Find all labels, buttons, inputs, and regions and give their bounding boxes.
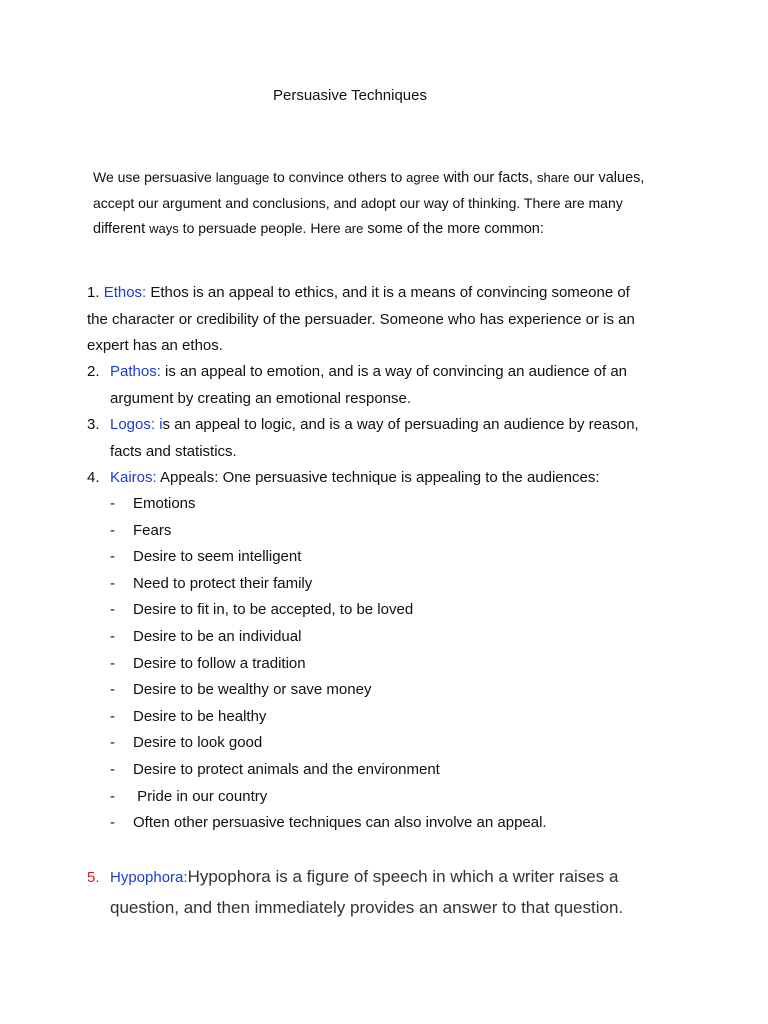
pathos-line-2: argument by creating an emotional response. — [110, 389, 412, 407]
list-item: - Need to protect their family — [110, 574, 313, 592]
intro-line-2: accept our argument and conclusions, and adopt our way of thinking. There are many — [93, 195, 623, 211]
list-item: - Desire to be wealthy or save money — [110, 681, 372, 699]
ethos-line-2: the character or credibility of the persuader. Someone who has experience or is an — [87, 310, 635, 328]
list-item: - Desire to follow a tradition — [110, 654, 306, 672]
kairos-number: 4. — [87, 469, 100, 486]
list-item: - Desire to seem intelligent — [110, 548, 302, 566]
list-item: - Often other persuasive techniques can also involve an appeal. — [110, 814, 547, 832]
ethos-item: 1. Ethos: Ethos is an appeal to ethics, and it is a means of convincing someone of the character or credibility of the persuader. Someone who has experience or is an expert has an ethos. — [87, 280, 687, 360]
list-item: - Desire to look good — [110, 734, 263, 752]
intro-line-3: different ways to persuade people. Here are some of the more common: — [93, 220, 544, 237]
list-item: - Desire to fit in, to be accepted, to be loved — [110, 601, 414, 619]
logos-term: Logos: i — [110, 416, 163, 433]
page-title: Persuasive Techniques — [273, 87, 427, 104]
logos-line-2: facts and statistics. — [110, 442, 237, 460]
hypophora-term: Hypophora: — [110, 869, 188, 886]
list-item: - Desire to be an individual — [110, 627, 302, 645]
intro-line-1: We use persuasive language to convince others to agree with our facts, share our values, — [93, 169, 645, 186]
ethos-term: Ethos: — [103, 284, 147, 301]
ethos-number: 1. — [87, 284, 100, 301]
list-item: - Desire to protect animals and the environment — [110, 760, 440, 778]
pathos-item: 2. Pathos: is an appeal to emotion, and is a way of convincing an audience of an argument by creating an emotional response. — [87, 359, 687, 412]
list-item: - Pride in our country — [110, 787, 268, 805]
hypophora-line-2: question, and then immediately provides an answer to that question. — [110, 898, 624, 917]
kairos-item: 4. Kairos: Appeals: One persuasive technique is appealing to the audiences: — [87, 465, 687, 492]
hypophora-number: 5. — [87, 869, 100, 886]
hypophora-item: 5. Hypophora:Hypophora is a figure of speech in which a writer raises a question, and then immediately provides an answer to that question. — [87, 862, 623, 923]
logos-item: 3. Logos: is an appeal to logic, and is a way of persuading an audience by reason, facts and statistics. — [87, 412, 687, 465]
ethos-line-3: expert has an ethos. — [87, 337, 223, 354]
pathos-number: 2. — [87, 363, 100, 380]
logos-number: 3. — [87, 416, 100, 433]
list-item: - Emotions — [110, 495, 196, 512]
intro-paragraph — [93, 165, 673, 242]
kairos-term: Kairos: — [110, 469, 157, 486]
list-item: - Fears — [110, 521, 172, 539]
list-item: - Desire to be healthy — [110, 707, 267, 725]
pathos-term: Pathos: — [110, 363, 161, 380]
kairos-bullet-list — [110, 491, 547, 837]
